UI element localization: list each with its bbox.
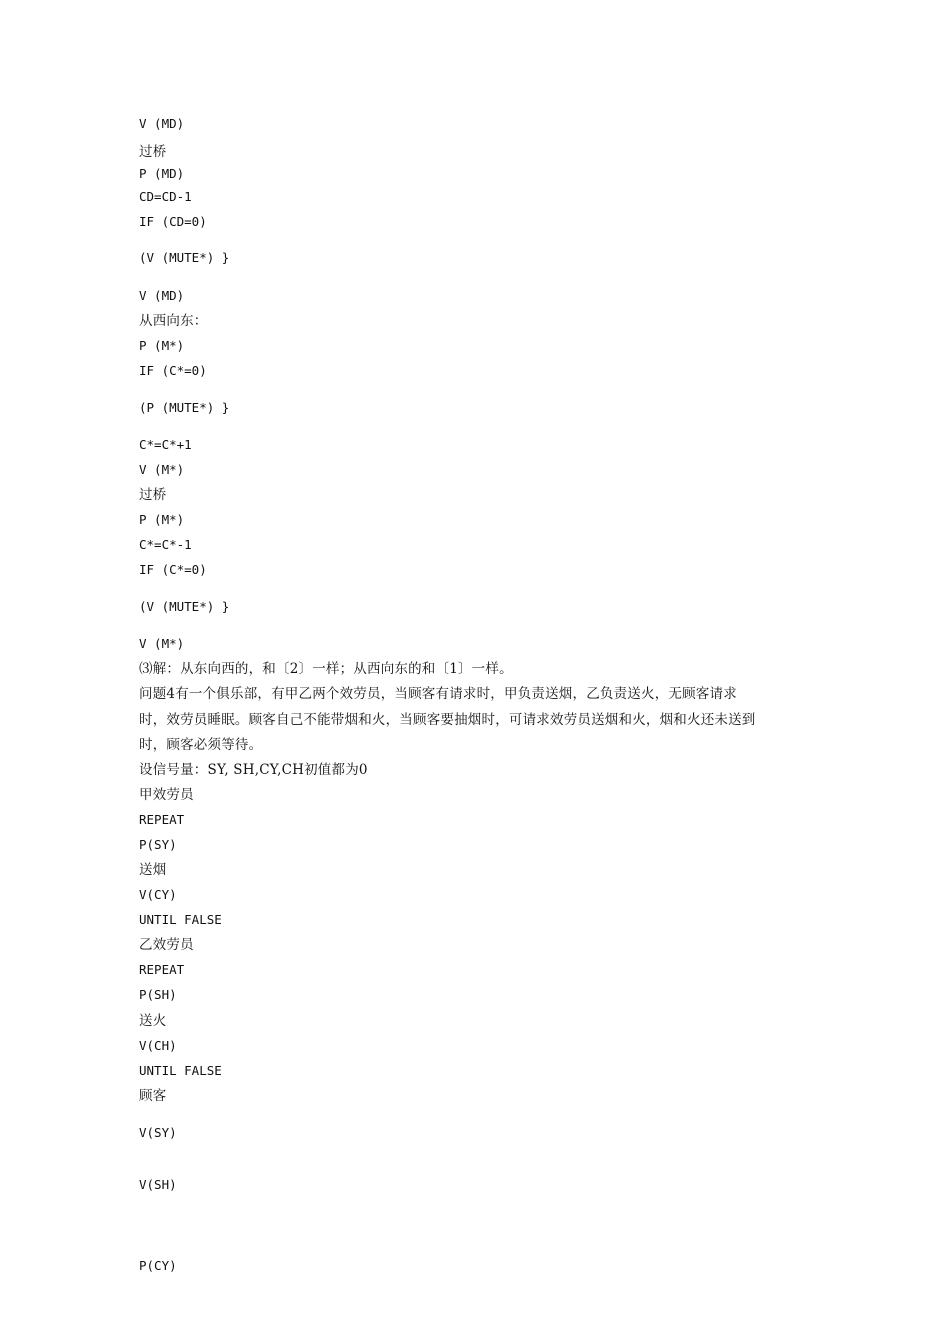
code-line: P (M*) bbox=[139, 512, 185, 527]
text-line: 送烟 bbox=[139, 862, 167, 878]
code-line: P (M*) bbox=[139, 338, 185, 353]
text-line: 过桥 bbox=[139, 487, 167, 503]
code-line: IF (CD=0) bbox=[139, 214, 207, 229]
text-line: 顾客 bbox=[139, 1088, 167, 1104]
code-line: V (M*) bbox=[139, 462, 185, 477]
code-line: C*=C*-1 bbox=[139, 537, 192, 552]
code-line: IF (C*=0) bbox=[139, 363, 207, 378]
code-line: V(SH) bbox=[139, 1177, 177, 1192]
text-line: 乙效劳员 bbox=[139, 937, 194, 953]
code-line: C*=C*+1 bbox=[139, 437, 192, 452]
code-line: P(CY) bbox=[139, 1258, 177, 1273]
code-line: V (MD) bbox=[139, 288, 185, 303]
text-line: ⑶解：从东向西的，和〔2〕一样；从西向东的和〔1〕一样。 bbox=[139, 661, 513, 677]
code-line: V(CY) bbox=[139, 887, 177, 902]
code-line: (V (MUTE*) } bbox=[139, 599, 230, 614]
code-line: (V (MUTE*) } bbox=[139, 250, 230, 265]
code-line: (P (MUTE*) } bbox=[139, 400, 230, 415]
paragraph-line: 时，顾客必须等待。 bbox=[139, 737, 263, 753]
text-line: 过桥 bbox=[139, 144, 167, 160]
code-line: P(SH) bbox=[139, 987, 177, 1002]
text-line: 送火 bbox=[139, 1013, 167, 1029]
code-line: P (MD) bbox=[139, 166, 185, 181]
text-line: 设信号量：SY, SH,CY,CH初值都为0 bbox=[139, 762, 368, 778]
code-line: CD=CD-1 bbox=[139, 189, 192, 204]
code-line: REPEAT bbox=[139, 962, 185, 977]
code-line: REPEAT bbox=[139, 812, 185, 827]
code-line: V (M*) bbox=[139, 636, 185, 651]
code-line: V(SY) bbox=[139, 1125, 177, 1140]
code-line: V (MD) bbox=[139, 116, 185, 131]
code-line: V(CH) bbox=[139, 1038, 177, 1053]
code-line: UNTIL FALSE bbox=[139, 1063, 222, 1078]
paragraph-line: 时，效劳员睡眠。顾客自己不能带烟和火，当顾客要抽烟时，可请求效劳员送烟和火，烟和火还未送到 bbox=[139, 712, 756, 728]
code-line: UNTIL FALSE bbox=[139, 912, 222, 927]
text-line: 甲效劳员 bbox=[139, 787, 194, 803]
code-line: IF (C*=0) bbox=[139, 562, 207, 577]
paragraph-line: 问题4有一个俱乐部，有甲乙两个效劳员，当顾客有请求时，甲负责送烟，乙负责送火，无顾客请求 bbox=[139, 686, 737, 702]
code-line: P(SY) bbox=[139, 837, 177, 852]
text-line: 从西向东： bbox=[139, 313, 208, 329]
